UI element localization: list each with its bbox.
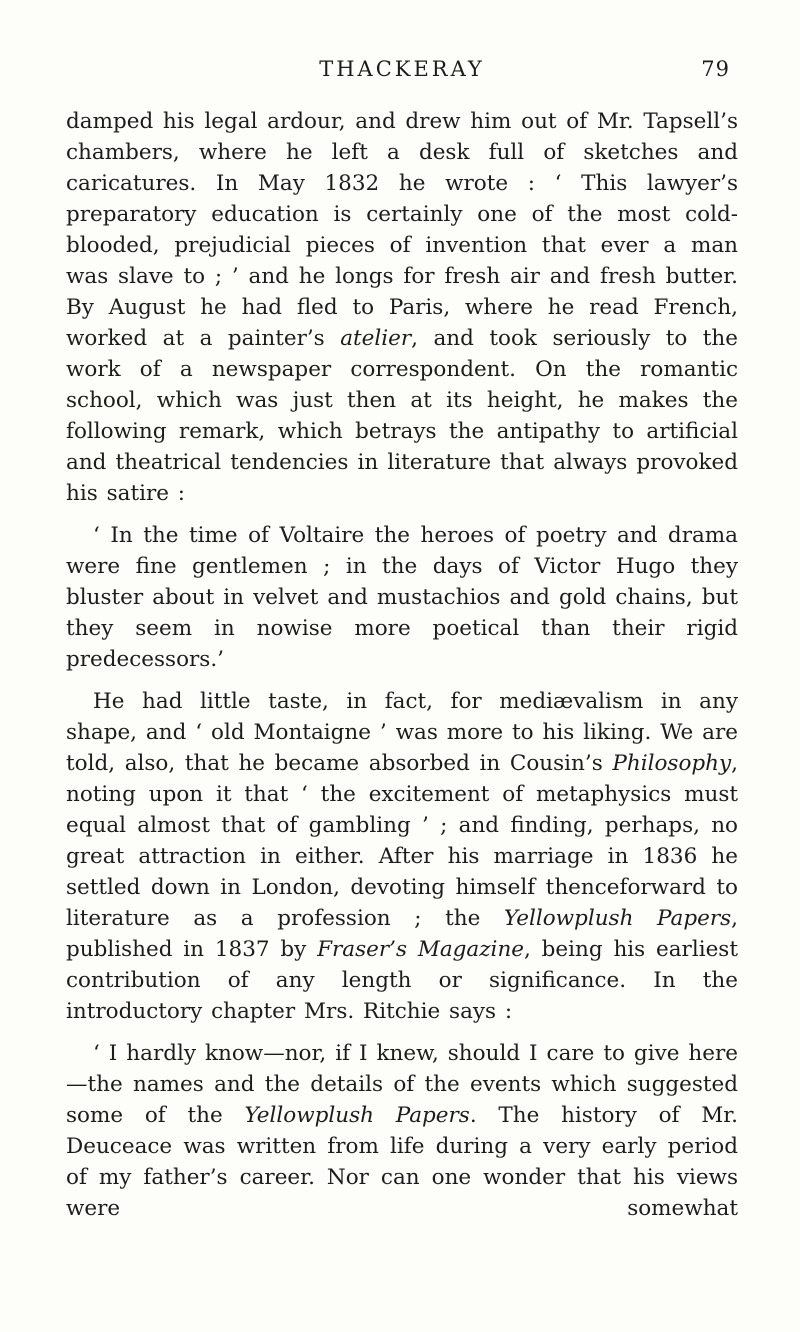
page-number: 79	[701, 57, 730, 81]
text-run: , and took seriously to the work of a newspaper correspondent. On the romantic school, which was just then at its height, he makes the following remark, which betrays the antipathy to artificial and theatrical tendencies in literature that always provoked his satire :	[66, 326, 738, 506]
text-run: ‘ In the time of Voltaire the heroes of poetry and drama were fine gentlemen ; in the days of Victor Hugo they bluster about in velvet and mustachios and gold chains, but they seem in nowise more poetical than their rigid predecessors.’	[66, 523, 738, 672]
paragraph-mediaevalism	[66, 686, 738, 1027]
text-run: , being his earliest contribution of any length or significance. In the introductory chapter Mrs. Ritchie says :	[66, 937, 738, 1024]
running-header	[66, 56, 738, 82]
running-head-title: THACKERAY	[319, 57, 485, 81]
text-run: He had little taste, in fact, for mediævalism in any shape, and ‘ old Montaigne ’ was more to his liking. We are told, also, that he became absorbed in Cousin’s	[66, 689, 738, 776]
italic-text: Fraser’s Magazine	[317, 937, 525, 962]
text-run: . The history of Mr. Deuceace was written from life during a very early period of my father’s career. Nor can one wonder that his views were somewhat	[66, 1103, 739, 1221]
italic-text: Yellowplush Papers	[503, 906, 732, 931]
quote-paragraph-ritchie	[66, 1038, 738, 1224]
body-text	[66, 106, 738, 1224]
italic-text: Philosophy	[612, 751, 732, 776]
quote-paragraph-voltaire	[66, 520, 738, 675]
text-run: damped his legal ardour, and drew him out of Mr. Tapsell’s chambers, where he left a desk full of sketches and caricatures. In May 1832 he wrote : ‘ This lawyer’s preparatory education is certainly one of the most cold-blooded, prejudicial pieces of invention that ever a man was slave to ; ’ and he longs for fresh air and fresh butter. By August he had fled to Paris, where he read French, worked at a painter’s	[66, 109, 738, 351]
text-run: , noting upon it that ‘ the excitement of metaphysics must equal almost that of gambling ’ ; and finding, perhaps, no great attraction in either. After his marriage in 1836 he settled down in London, devoting himself thenceforward to literature as a profession ; the	[66, 751, 738, 931]
text-run: ‘ I hardly know—nor, if I knew, should I care to give here—the names and the details of the events which suggested some of the	[66, 1041, 738, 1128]
italic-text: atelier	[340, 326, 412, 351]
italic-text: Yellowplush Papers	[244, 1103, 470, 1128]
paragraph-continuation	[66, 106, 738, 509]
text-run: , published in 1837 by	[66, 906, 738, 962]
